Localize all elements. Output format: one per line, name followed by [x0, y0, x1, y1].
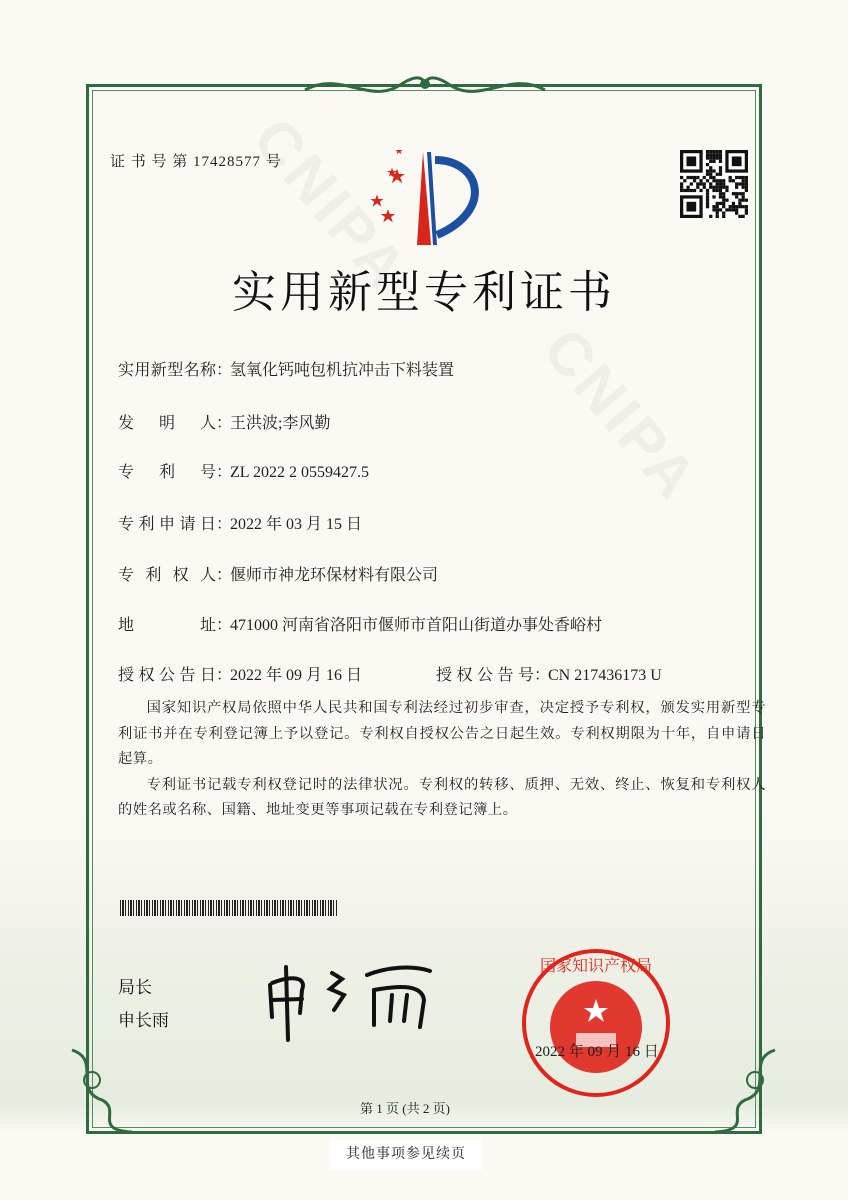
statement-paragraph: 国家知识产权局依照中华人民共和国专利法经过初步审查，决定授予专利权，颁发实用新型专利证书并在专利登记簿上予以登记。专利权自授权公告之日起生效。专利权期限为十年，自申请日起算。: [118, 700, 766, 767]
field-value: ZL 2022 2 0559427.5: [230, 464, 369, 481]
barcode: [120, 900, 338, 916]
field-value: 偃师市神龙环保材料有限公司: [230, 567, 439, 584]
field-utility-model-name: 实用新型名称：氢氧化钙吨包机抗冲击下料装置: [118, 357, 454, 380]
certificate-number: 证 书 号 第 17428577 号: [110, 154, 282, 170]
field-value: 氢氧化钙吨包机抗冲击下料装置: [230, 362, 455, 379]
field-label: 专利权人: [118, 567, 216, 584]
field-value: 2022 年 03 月 15 日: [230, 516, 363, 533]
field-announcement-number: 授权公告号：CN 217436173 U: [436, 662, 662, 685]
signatory-name: 申长雨: [118, 1011, 169, 1031]
field-label: 授权公告日: [118, 667, 216, 684]
official-seal: [520, 947, 672, 1099]
field-inventor: 发明人：王洪波;李风勤: [118, 410, 330, 433]
bottom-left-ornament: [62, 1040, 142, 1140]
field-label: 专利号: [118, 464, 216, 481]
qr-code[interactable]: [680, 150, 748, 218]
field-label: 地址: [118, 617, 216, 634]
field-patent-number: 专利号：ZL 2022 2 0559427.5: [118, 459, 369, 482]
signature: [262, 955, 437, 1045]
field-announcement-date: 授权公告日：2022 年 09 月 16 日: [118, 662, 362, 685]
field-application-date: 专利申请日：2022 年 03 月 15 日: [118, 511, 362, 534]
seal-text: 国家知识产权局: [539, 958, 653, 975]
seal-date: 2022 年 09 月 16 日: [535, 1044, 659, 1060]
signatory-title: 局长: [118, 978, 152, 998]
field-label: 专利申请日: [118, 516, 216, 533]
field-value: 471000 河南省洛阳市偃师市首阳山街道办事处香峪村: [230, 617, 603, 634]
bottom-right-ornament: [705, 1040, 785, 1140]
field-value: 2022 年 09 月 16 日: [230, 667, 363, 684]
field-label: 实用新型名称: [118, 362, 216, 379]
cnipa-logo: [365, 150, 490, 245]
continuation-note: 其他事项参见续页: [330, 1140, 482, 1170]
certificate-statement: [118, 696, 766, 824]
field-value: 王洪波;李风勤: [230, 415, 331, 432]
field-label: 授权公告号: [436, 667, 534, 684]
certificate-title: 实用新型专利证书: [232, 267, 616, 318]
field-value: CN 217436173 U: [548, 667, 662, 684]
field-patentee: 专利权人：偃师市神龙环保材料有限公司: [118, 562, 438, 585]
page-number: 第 1 页 (共 2 页): [360, 1101, 450, 1116]
field-label: 发明人: [118, 415, 216, 432]
field-address: 地址：471000 河南省洛阳市偃师市首阳山街道办事处香峪村: [118, 612, 602, 635]
top-ornament: [300, 70, 550, 106]
statement-paragraph: 专利证书记载专利权登记时的法律状况。专利权的转移、质押、无效、终止、恢复和专利权人的姓名或名称、国籍、地址变更等事项记载在专利登记簿上。: [118, 776, 766, 818]
